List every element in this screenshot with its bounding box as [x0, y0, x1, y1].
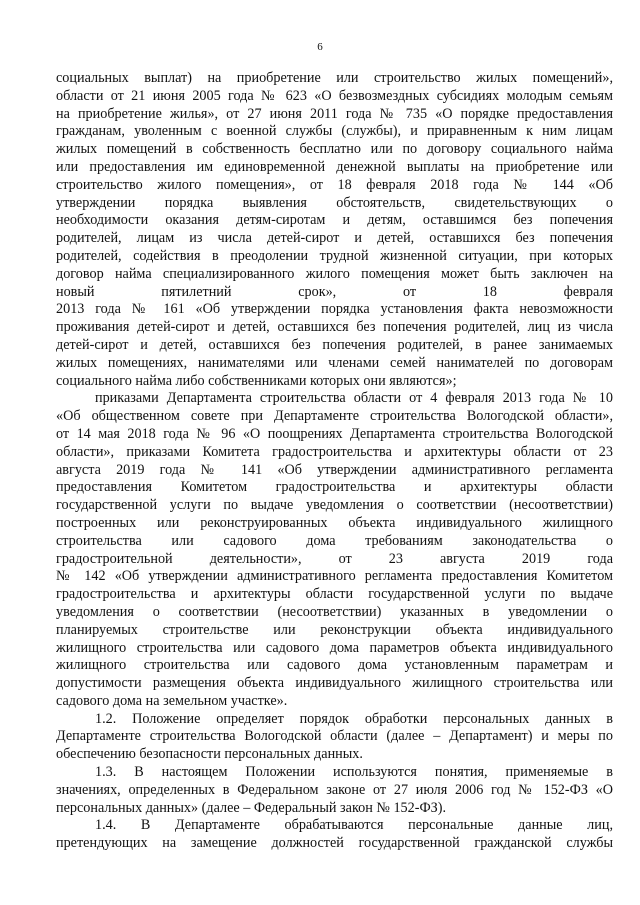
text-line: садового дома на земельном участке».	[56, 692, 288, 709]
text-line: новый пятилетний срок», от 18 февраля	[56, 283, 613, 300]
text-line: приказами Департамента строительства области от 4 февраля 2013 года № 10	[95, 390, 613, 407]
text-line: обеспечению безопасности персональных данных.	[56, 746, 363, 763]
text-line: социальных выплат) на приобретение или строительство жилых помещений»,	[56, 70, 613, 86]
text-line: допустимости размещения объекта индивидуального жилищного строительства или	[56, 675, 613, 692]
text-line: договор найма специализированного жилого помещения может быть заключен на	[56, 265, 613, 282]
text-line: проживания детей-сирот и детей, оставшихся без попечения родителей, лиц из числа	[56, 319, 613, 336]
document-body	[56, 70, 613, 853]
text-line: области», приказами Комитета градостроительства и архитектуры области от 23	[56, 443, 613, 460]
text-line: от 14 мая 2018 года № 96 «О поощрениях Департамента строительства Вологодской	[56, 425, 613, 442]
text-line: августа 2019 года № 141 «Об утверждении административного регламента	[56, 461, 613, 478]
text-line: Департаменте строительства Вологодской области (далее – Департамент) и меры по	[56, 728, 613, 745]
text-line: персональных данных» (далее – Федеральный закон № 152-ФЗ).	[56, 799, 447, 816]
text-line: жилых помещениях, нанимателями или членами семей нанимателей по договорам	[56, 354, 613, 371]
text-line: жилищного строительства или садового дома параметров объекта индивидуального	[56, 639, 613, 656]
text-line: строительства или садового дома требованиям законодательства о	[56, 532, 613, 549]
text-line: на приобретение жилья», от 27 июня 2011 года № 735 «О порядке предоставления	[56, 105, 613, 122]
text-line: государственной услуги по выдаче уведомления о соответствии (несоответствии)	[56, 497, 613, 514]
text-line: построенных или реконструированных объекта индивидуального жилищного	[56, 514, 613, 531]
text-line: градостроительной деятельности», от 23 августа 2019 года	[56, 550, 613, 567]
text-line: жилищного строительства или садового дома установленным параметрам и	[56, 657, 613, 674]
text-line: необходимости оказания детям-сиротам и детям, оставшимся без попечения	[56, 212, 613, 229]
text-line: строительство жилого помещения», от 18 февраля 2018 года № 144 «Об	[56, 176, 613, 193]
text-line: значениях, определенных в Федеральном законе от 27 июля 2006 год № 152-ФЗ «О	[56, 781, 613, 798]
text-line: или предоставления им единовременной денежной выплаты на приобретение или	[56, 158, 613, 175]
text-line: 2013 года № 161 «Об утверждении порядка установления факта невозможности	[56, 301, 613, 318]
text-line: «Об общественном совете при Департаменте строительства Вологодской области»,	[56, 408, 613, 425]
text-line: 1.3. В настоящем Положении используются понятия, применяемые в	[95, 764, 613, 781]
text-line: претендующих на замещение должностей государственной гражданской службы	[56, 835, 613, 852]
text-line: 1.2. Положение определяет порядок обработки персональных данных в	[95, 710, 613, 727]
text-line: родителей, содействия в преодолении трудной жизненной ситуации, при которых	[56, 247, 613, 264]
text-line: планируемых строительстве или реконструкции объекта индивидуального	[56, 621, 613, 638]
text-line: родителей, лицам из числа детей-сирот и детей, оставшихся без попечения	[56, 230, 613, 247]
page-number: 6	[317, 41, 323, 53]
text-line: 1.4. В Департаменте обрабатываются персональные данные лиц,	[95, 817, 613, 834]
text-line: № 142 «Об утверждении административного регламента предоставления Комитетом	[56, 568, 613, 585]
text-line: гражданам, уволенным с военной службы (службы), и приравненным к ним лицам	[56, 123, 613, 140]
text-line: социального найма либо собственниками которых они являются»;	[56, 372, 457, 389]
text-line: градостроительства и архитектуры области государственной услуги по выдаче	[56, 586, 613, 603]
text-line: жилых помещений в собственность бесплатно или по договору социального найма	[56, 141, 613, 158]
text-line: детей-сирот и детей, оставшихся без попечения родителей, в ранее занимаемых	[56, 336, 613, 353]
text-line: утверждении порядка выявления обстоятельств, свидетельствующих о	[56, 194, 613, 211]
text-line: уведомления о соответствии (несоответствии) указанных в уведомлении о	[56, 603, 613, 620]
text-line: предоставления Комитетом градостроительства и архитектуры области	[56, 479, 613, 496]
text-line: области от 21 июня 2005 года № 623 «О безвозмездных субсидиях молодым семьям	[56, 87, 613, 104]
